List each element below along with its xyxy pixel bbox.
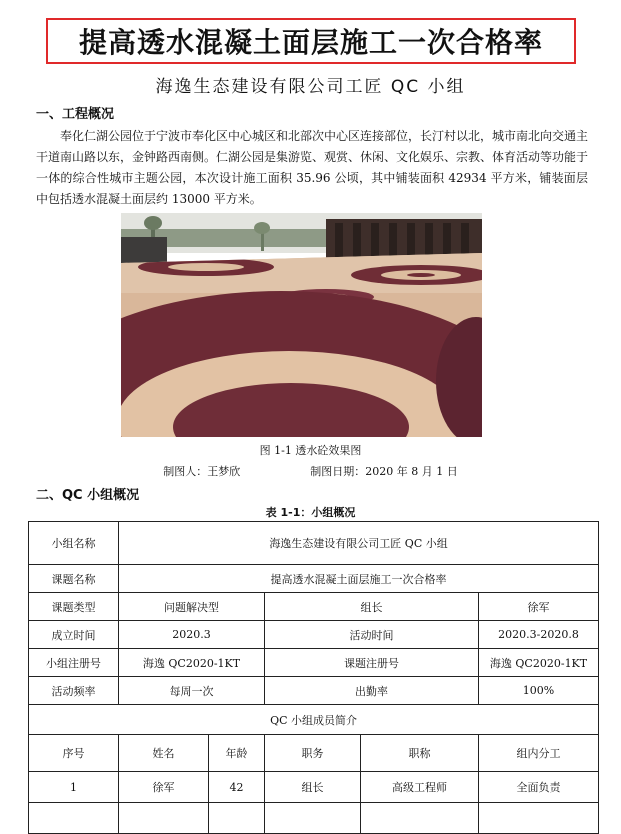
figure-date: 制图日期：2020 年 8 月 1 日 <box>310 465 458 478</box>
members-header-row <box>29 735 599 772</box>
members-header-cell: 组内分工 <box>479 735 599 772</box>
type-label-cell: 课题类型 <box>29 593 119 621</box>
members-header-cell: 姓名 <box>119 735 209 772</box>
members-header-cell: 年龄 <box>209 735 265 772</box>
leader-value-cell: 徐军 <box>479 593 599 621</box>
table-row <box>29 621 599 649</box>
attend-value-cell: 100% <box>479 677 599 705</box>
member-cell: 组长 <box>265 772 361 803</box>
freq-label-cell: 活动频率 <box>29 677 119 705</box>
table-row <box>29 649 599 677</box>
leader-label-cell: 组长 <box>265 593 479 621</box>
permeable-concrete-photo <box>121 213 482 437</box>
org-label-cell: 小组名称 <box>29 522 119 565</box>
table-title: 表 1-1：小组概况 <box>265 506 356 519</box>
member-row-partial <box>29 803 599 834</box>
table-row <box>29 705 599 735</box>
members-header-cell: 职务 <box>265 735 361 772</box>
table-row <box>29 677 599 705</box>
topic-label-cell: 课题名称 <box>29 565 119 593</box>
table-row <box>29 522 599 565</box>
section1-heading: 一、工程概况 <box>36 107 115 122</box>
section2-heading: 二、QC 小组概况 <box>36 488 140 503</box>
member-cell: 高级工程师 <box>361 772 479 803</box>
document-subtitle: 海逸生态建设有限公司工匠 QC 小组 <box>155 77 466 97</box>
member-row <box>29 772 599 803</box>
figure-caption: 图 1-1 透水砼效果图 <box>259 444 362 457</box>
active-value-cell: 2020.3-2020.8 <box>479 621 599 649</box>
topic-regno-label-cell: 课题注册号 <box>265 649 479 677</box>
regno-value-cell: 海逸 QC2020-1KT <box>119 649 265 677</box>
project-overview-paragraph: 奉化仁湖公园位于宁波市奉化区中心城区和北部次中心区连接部位，长汀村以北，城市南北向交通主干道南山路以东，金钟路西南侧。仁湖公园是集游览、观赏、休闲、文化娱乐、宗教、体育活动等功能于一体的综合性城市主题公园，本次设计施工面积 35.96 公顷，其中铺装面积 42934 平方米，铺装面层中包括透水混凝土面层约 13000 平方米。 <box>36 129 589 206</box>
members-header-cell: 职称 <box>361 735 479 772</box>
member-cell: 全面负责 <box>479 772 599 803</box>
org-value-cell: 海逸生态建设有限公司工匠 QC 小组 <box>119 522 599 565</box>
topic-regno-value-cell: 海逸 QC2020-1KT <box>479 649 599 677</box>
type-value-cell: 问题解决型 <box>119 593 265 621</box>
members-header-cell: 序号 <box>29 735 119 772</box>
member-cell: 42 <box>209 772 265 803</box>
topic-value-cell: 提高透水混凝土面层施工一次合格率 <box>119 565 599 593</box>
founded-label-cell: 成立时间 <box>29 621 119 649</box>
document-title: 提高透水混凝土面层施工一次合格率 <box>78 26 543 59</box>
figure-author: 制图人：王梦欣 <box>163 465 241 478</box>
table-row <box>29 565 599 593</box>
table-row <box>29 593 599 621</box>
figure-credits <box>0 463 621 479</box>
founded-value-cell: 2020.3 <box>119 621 265 649</box>
title-box <box>46 18 576 64</box>
regno-label-cell: 小组注册号 <box>29 649 119 677</box>
qc-group-table <box>28 521 599 834</box>
freq-value-cell: 每周一次 <box>119 677 265 705</box>
member-cell: 1 <box>29 772 119 803</box>
active-label-cell: 活动时间 <box>265 621 479 649</box>
member-cell: 徐军 <box>119 772 209 803</box>
members-title-cell: QC 小组成员简介 <box>29 705 599 735</box>
attend-label-cell: 出勤率 <box>265 677 479 705</box>
